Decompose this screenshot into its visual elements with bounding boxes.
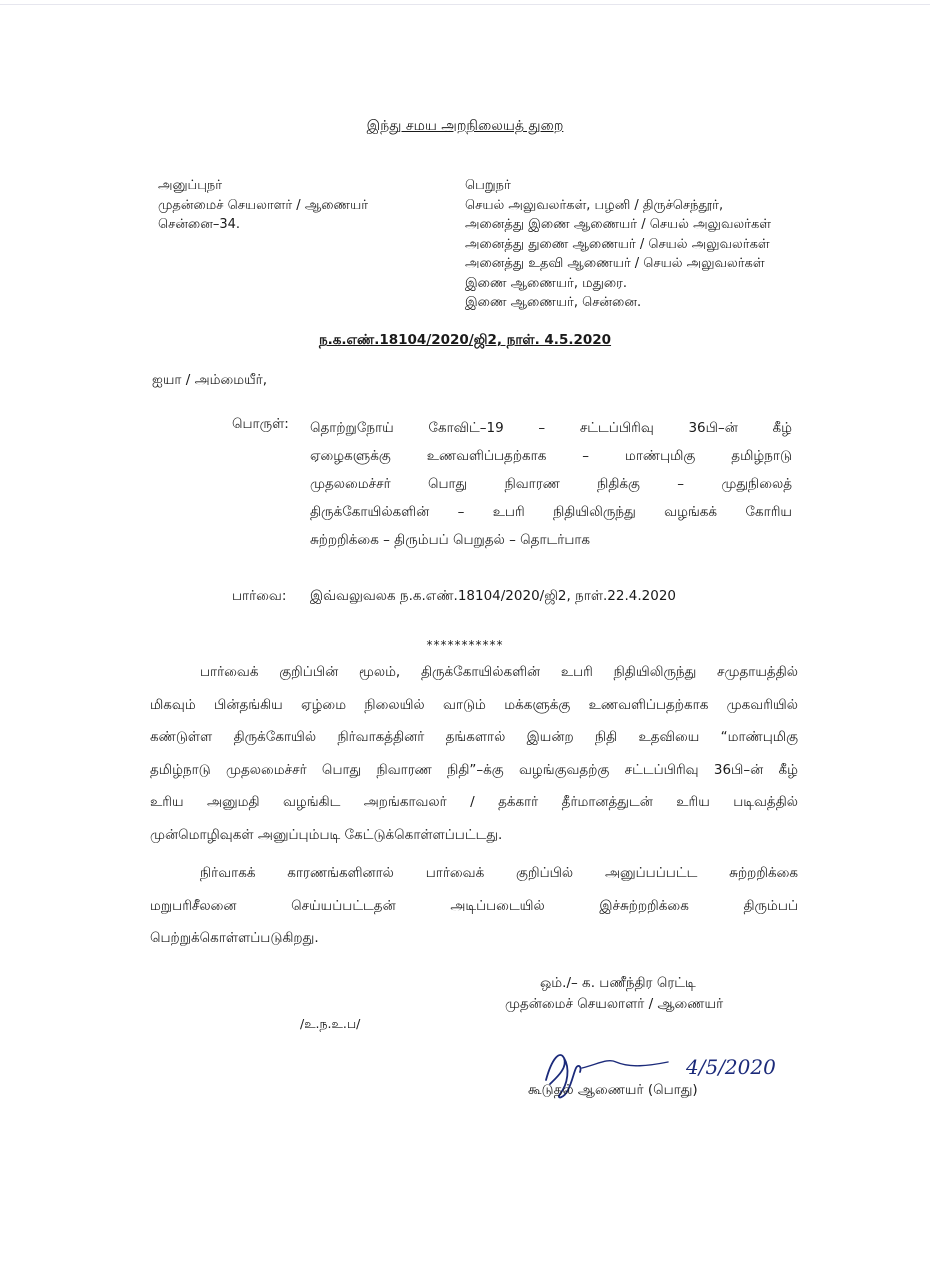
paragraph-line: மறுபரிசீலனை செய்யப்பட்டதன் அடிப்படையில் இச்சுற்றறிக்கை திரும்பப் — [150, 897, 798, 914]
sender-block — [158, 176, 368, 235]
recipient-line: இணை ஆணையர், மதுரை. — [465, 275, 627, 291]
subject-line: சுற்றறிக்கை – திரும்பப் பெறுதல் – தொடர்பாக — [310, 532, 591, 548]
recipient-line: செயல் அலுவலர்கள், பழனி / திருச்செந்தூர், — [465, 197, 724, 213]
paragraph-line: மிகவும் பின்தங்கிய ஏழ்மை நிலையில் வாடும் மக்களுக்கு உணவளிப்பதற்காக முகவரியில் — [150, 696, 798, 713]
additional-commissioner: கூடுதல் ஆணையர் (பொது) — [528, 1082, 698, 1098]
subject-line: திருக்கோயில்களின் – உபரி நிதியிலிருந்து வழங்கக் கோரிய — [310, 504, 792, 520]
paragraph-line: முன்மொழிவுகள் அனுப்பும்படி கேட்டுக்கொள்ளப்பட்டது. — [150, 826, 503, 843]
copy-mark: /உ.ந.உ.ப/ — [300, 1016, 361, 1031]
reference-text: இவ்வலுவலக ந.க.எண்.18104/2020/ஜி2, நாள்.22.4.2020 — [310, 588, 677, 604]
scan-edge-line — [0, 4, 930, 5]
sender-heading: அனுப்புநர் — [158, 178, 223, 193]
body-paragraph-2 — [150, 857, 798, 955]
subject-text — [310, 414, 792, 554]
salutation: ஐயா / அம்மையீர், — [152, 372, 268, 388]
handwritten-date: 4/5/2020 — [686, 1055, 776, 1079]
paragraph-line: கண்டுள்ள திருக்கோயில் நிர்வாகத்தினர் தங்களால் இயன்ற நிதி உதவியை “மாண்புமிகு — [150, 729, 798, 745]
recipient-block — [465, 176, 771, 313]
body-paragraph-1 — [150, 656, 798, 851]
signatory-title: முதன்மைச் செயலாளர் / ஆணையர் — [505, 996, 724, 1012]
subject-line: முதலமைச்சர் பொது நிவாரண நிதிக்கு – முதுநிலைத் — [310, 476, 792, 492]
paragraph-line: நிர்வாகக் காரணங்களினால் பார்வைக் குறிப்பில் அனுப்பப்பட்ட சுற்றறிக்கை — [200, 865, 798, 881]
signatory-name: ஒம்./– க. பணீந்திர ரெட்டி — [540, 975, 696, 991]
sender-line: சென்னை–34. — [158, 217, 241, 232]
recipient-line: அனைத்து உதவி ஆணையர் / செயல் அலுவலர்கள் — [465, 256, 765, 271]
paragraph-line: தமிழ்நாடு முதலமைச்சர் பொது நிவாரண நிதி”–க்கு வழங்குவதற்கு சட்டப்பிரிவு 36பி–ன் கீழ் — [150, 761, 798, 778]
signature-flourish — [582, 1061, 668, 1068]
recipient-line: அனைத்து இணை ஆணையர் / செயல் அலுவலர்கள் — [465, 217, 772, 232]
recipient-line: இணை ஆணையர், சென்னை. — [465, 295, 642, 310]
paragraph-line: பெற்றுக்கொள்ளப்படுகிறது. — [150, 930, 319, 946]
separator: *********** — [426, 638, 504, 652]
subject-line: தொற்றுநோய் கோவிட்–19 – சட்டப்பிரிவு 36பி–ன் கீழ் — [310, 420, 792, 436]
sender-line: முதன்மைச் செயலாளர் / ஆணையர் — [158, 197, 369, 213]
reference-label: பார்வை: — [232, 588, 287, 604]
paragraph-line: உரிய அனுமதி வழங்கிட அறங்காவலர் / தக்கார் தீர்மானத்துடன் உரிய படிவத்தில் — [150, 794, 798, 810]
recipient-line: அனைத்து துணை ஆணையர் / செயல் அலுவலர்கள் — [465, 236, 770, 252]
paragraph-line: பார்வைக் குறிப்பின் மூலம், திருக்கோயில்களின் உபரி நிதியிலிருந்து சமுதாயத்தில் — [200, 664, 798, 680]
department-title: இந்து சமய அறநிலையத் துறை — [366, 118, 564, 134]
subject-label: பொருள்: — [232, 416, 289, 432]
reference-number: ந.க.எண்.18104/2020/ஜி2, நாள். 4.5.2020 — [318, 332, 612, 348]
subject-line: ஏழைகளுக்கு உணவளிப்பதற்காக – மாண்புமிகு தமிழ்நாடு — [310, 448, 792, 464]
recipient-heading: பெறுநர் — [465, 178, 511, 193]
